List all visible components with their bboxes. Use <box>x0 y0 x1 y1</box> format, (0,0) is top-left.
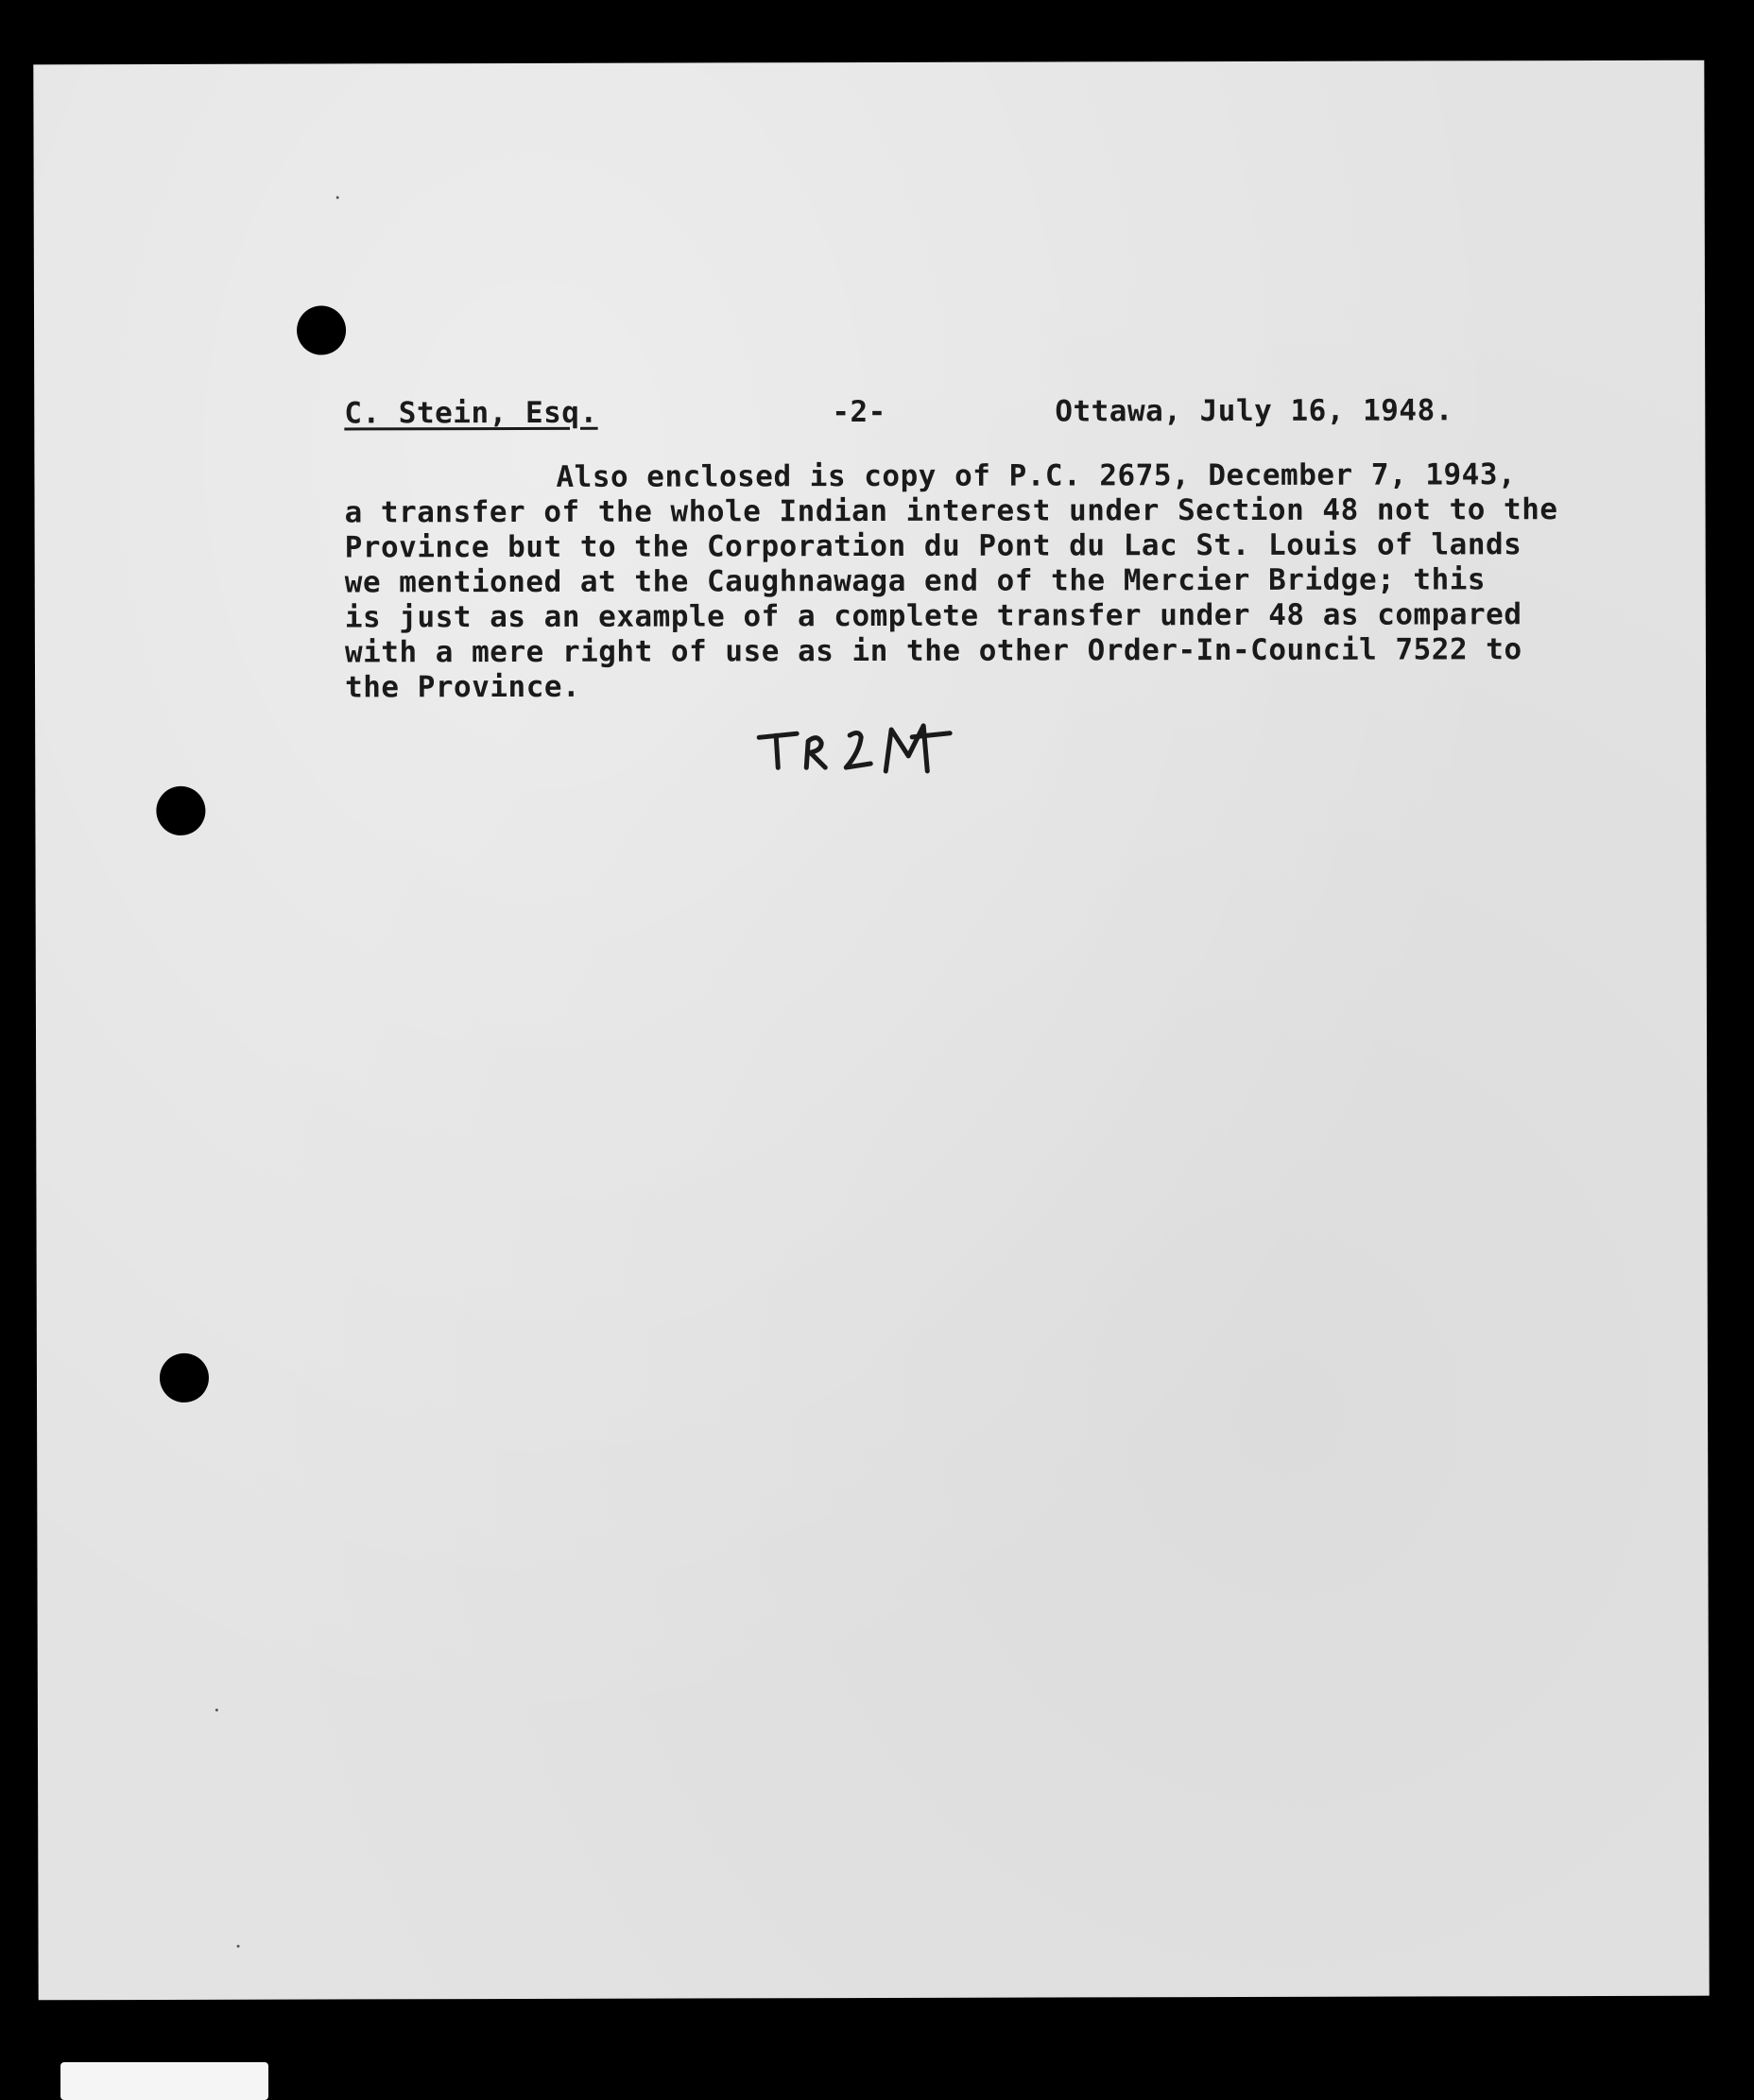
punch-hole <box>160 1353 209 1403</box>
body-line: is just as an example of a complete transfer under 48 as compared <box>344 597 1522 635</box>
paper-speck <box>215 1709 218 1712</box>
letter-body <box>344 457 1558 705</box>
document-page <box>33 60 1709 2001</box>
paper-speck <box>336 196 339 198</box>
body-line: Also enclosed is copy of P.C. 2675, December 7, 1943, <box>556 457 1517 494</box>
body-line: a transfer of the whole Indian interest under Section 48 not to the <box>344 492 1558 530</box>
body-line: Province but to the Corporation du Pont du Lac St. Louis of lands <box>344 527 1522 565</box>
punch-hole <box>297 305 346 354</box>
body-line: with a mere right of use as in the other Order-In-Council 7522 to <box>344 632 1522 670</box>
page-number: -2- <box>832 394 886 430</box>
place-date: Ottawa, July 16, 1948. <box>1055 393 1453 429</box>
body-line: we mentioned at the Caughnawaga end of the Mercier Bridge; this <box>344 562 1487 600</box>
addressee: C. Stein, Esq. <box>344 395 598 431</box>
handwritten-initials <box>755 718 963 785</box>
letter-header <box>344 393 1459 434</box>
body-line: the Province. <box>345 669 581 705</box>
punch-hole <box>156 786 205 835</box>
paper-speck <box>237 1945 240 1948</box>
scan-label <box>60 2062 268 2100</box>
